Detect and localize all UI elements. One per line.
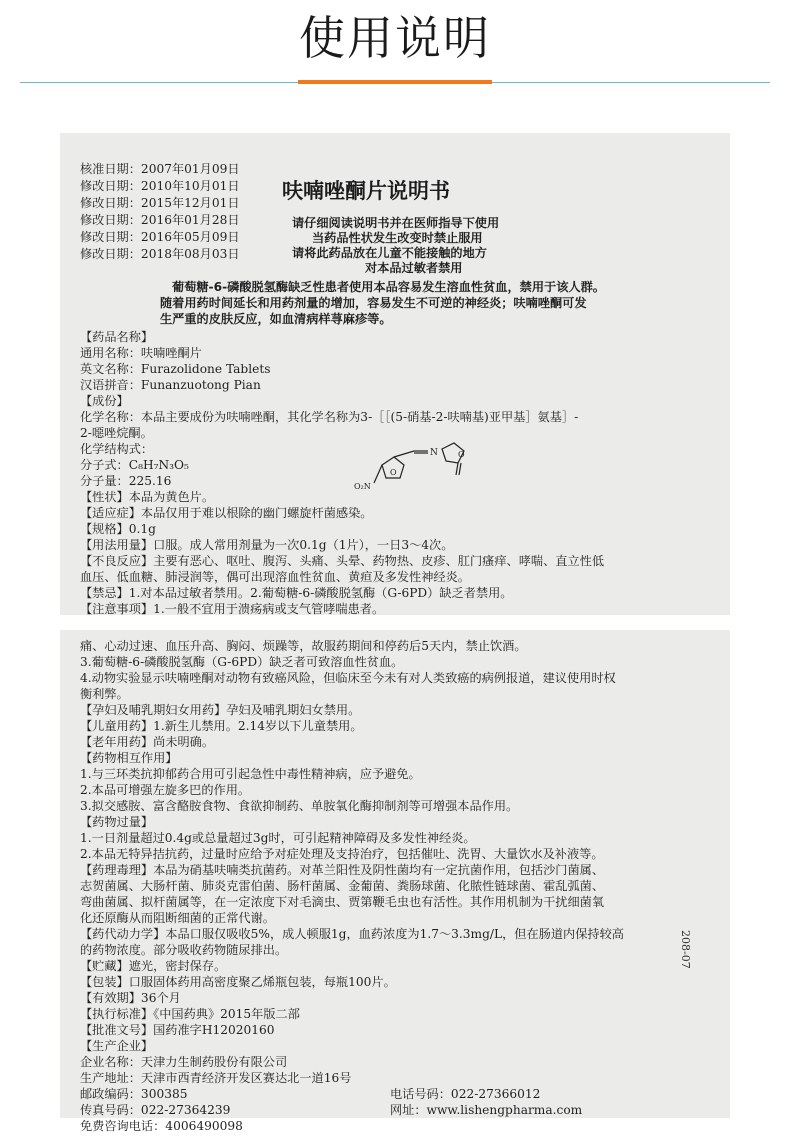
- text-line: 英文名称：Furazolidone Tablets: [80, 362, 271, 376]
- usage-notice: 当药品性状发生改变时禁止服用: [312, 231, 483, 245]
- chemical-structure-diagram: [352, 443, 492, 493]
- text-line: 3.葡萄糖-6-磷酸脱氢酶（G-6PD）缺乏者可致溶血性贫血。: [80, 655, 404, 669]
- text-line: 【批准文号】国药准字H12020160: [80, 1023, 275, 1037]
- molecular-formula: 分子式：C₈H₇N₃O₅: [80, 458, 189, 472]
- page-title: 使用说明: [299, 11, 491, 65]
- text-line: 通用名称：呋喃唑酮片: [80, 346, 202, 360]
- text-line: 【注意事项】1.一般不宜用于溃疡病或支气管哮喘患者。: [80, 602, 385, 616]
- usage-notice: 请仔细阅读说明书并在医师指导下使用: [292, 216, 500, 230]
- revision-date: 修改日期：2016年01月28日: [80, 213, 240, 227]
- text-line: 【适应症】本品仅用于难以根除的幽门螺旋杆菌感染。: [80, 506, 373, 520]
- company-name: 企业名称：天津力生制药股份有限公司: [80, 1055, 288, 1069]
- section-heading: 【生产企业】: [80, 1039, 154, 1053]
- text-line: 【孕妇及哺乳期妇女用药】孕妇及哺乳期妇女禁用。: [80, 703, 361, 717]
- text-line: 志贺菌属、大肠杆菌、肺炎克雷伯菌、肠杆菌属、金葡菌、粪肠球菌、化脓性链球菌、霍乱弧菌、: [80, 879, 605, 893]
- section-heading: 【药物相互作用】: [80, 751, 178, 765]
- text-line: 1.与三环类抗抑郁药合用可引起急性中毒性精神病，应予避免。: [80, 767, 421, 781]
- postal-code: 邮政编码：300385: [80, 1087, 188, 1101]
- warning-text: 生严重的皮肤反应，如血清病样荨麻疹等。: [160, 312, 392, 326]
- warning-text: 葡萄糖-6-磷酸脱氢酶缺乏性患者使用本品容易发生溶血性贫血，禁用于该人群。: [172, 280, 605, 294]
- text-line: 【规格】0.1g: [80, 522, 156, 536]
- text-line: 【执行标准】《中国药典》2015年版二部: [80, 1007, 300, 1021]
- leaflet-page-2: [60, 630, 730, 1133]
- print-code: 208-07: [679, 930, 692, 969]
- revision-date: 修改日期：2010年10月01日: [80, 179, 240, 193]
- company-address: 生产地址：天津市西青经济开发区赛达北一道16号: [80, 1071, 352, 1085]
- text-line: 4.动物实验显示呋喃唑酮对动物有致癌风险，但临床至今未有对人类致癌的病例报道，建议使用时权: [80, 671, 616, 685]
- section-heading: 【药物过量】: [80, 815, 154, 829]
- text-line: 3.拟交感胺、富含酪胺食物、食欲抑制药、单胺氧化酶抑制剂等可增强本品作用。: [80, 799, 519, 813]
- text-line: 化学结构式：: [80, 442, 154, 456]
- leaflet-page-1: [60, 133, 730, 615]
- text-line: 【儿童用药】1.新生儿禁用。2.14岁以下儿童禁用。: [80, 719, 363, 733]
- text-line: 【包装】口服固体药用高密度聚乙烯瓶包装，每瓶100片。: [80, 975, 396, 989]
- svg-text:N: N: [430, 448, 438, 458]
- revision-date: 修改日期：2016年05月09日: [80, 230, 240, 244]
- text-line: 化学名称：本品主要成份为呋喃唑酮，其化学名称为3-［［(5-硝基-2-呋喃基)亚甲基］氨基］-: [80, 410, 579, 424]
- warning-text: 随着用药时间延长和用药剂量的增加，容易发生不可逆的神经炎；呋喃唑酮可发: [160, 296, 587, 310]
- text-line: 【不良反应】主要有恶心、呕吐、腹泻、头痛、头晕、药物热、皮疹、肛门瘙痒、哮喘、直立性低: [80, 554, 605, 568]
- revision-date: 修改日期：2015年12月01日: [80, 196, 240, 210]
- usage-notice: 请将此药品放在儿童不能接触的地方: [292, 246, 487, 260]
- header-accent-bar: [298, 80, 492, 84]
- text-line: 【药理毒理】本品为硝基呋喃类抗菌药。对革兰阳性及阴性菌均有一定抗菌作用，包括沙门菌属、: [80, 863, 605, 877]
- text-line: 【有效期】36个月: [80, 991, 181, 1005]
- usage-notice: 对本品过敏者禁用: [365, 261, 463, 275]
- molecular-weight: 分子量：225.16: [80, 474, 172, 488]
- text-line: 的药物浓度。部分吸收药物随尿排出。: [80, 943, 288, 957]
- section-heading: 【药品名称】: [80, 330, 154, 344]
- text-line: 【禁忌】1.对本品过敏者禁用。2.葡萄糖-6-磷酸脱氢酶（G-6PD）缺乏者禁用。: [80, 586, 513, 600]
- text-line: 弯曲菌属、拟杆菌属等，在一定浓度下对毛滴虫、贾第鞭毛虫也有活性。其作用机制为干扰细菌氧: [80, 895, 605, 909]
- text-line: 衡利弊。: [80, 687, 129, 701]
- fax-number: 传真号码：022-27364239: [80, 1103, 231, 1117]
- text-line: 【老年用药】尚未明确。: [80, 735, 215, 749]
- text-line: 2.本品无特异拮抗药，过量时应给予对症处理及支持治疗，包括催吐、洗胃、大量饮水及补液等。: [80, 847, 604, 861]
- section-heading: 【成份】: [80, 394, 129, 408]
- svg-text:O: O: [458, 450, 465, 459]
- revision-date: 修改日期：2018年08月03日: [80, 247, 240, 261]
- hotline: 免费咨询电话：4006490098: [80, 1119, 243, 1133]
- leaflet-title: 呋喃唑酮片说明书: [282, 179, 450, 203]
- text-line: 【贮藏】遮光，密封保存。: [80, 959, 227, 973]
- text-line: 汉语拼音：Funanzuotong Pian: [80, 378, 261, 392]
- approval-date: 核准日期：2007年01月09日: [80, 162, 240, 176]
- text-line: 2-噁唑烷酮。: [80, 426, 153, 440]
- text-line: 1.一日剂量超过0.4g或总量超过3g时，可引起精神障碍及多发性神经炎。: [80, 831, 476, 845]
- text-line: 化还原酶从而阻断细菌的正常代谢。: [80, 911, 275, 925]
- text-line: 血压、低血糖、肺浸润等，偶可出现溶血性贫血、黄疸及多发性神经炎。: [80, 570, 470, 584]
- svg-text:O₂N: O₂N: [354, 482, 371, 491]
- text-line: 【性状】本品为黄色片。: [80, 490, 215, 504]
- text-line: 2.本品可增强左旋多巴的作用。: [80, 783, 251, 797]
- phone-number: 电话号码：022-27366012: [390, 1087, 541, 1101]
- svg-text:O: O: [390, 468, 397, 477]
- text-line: 【药代动力学】本品口服仅吸收5%，成人顿服1g，血药浓度为1.7～3.3mg/L，但在肠道内保持较高: [80, 927, 624, 941]
- text-line: 【用法用量】口服。成人常用剂量为一次0.1g（1片），一日3～4次。: [80, 538, 454, 552]
- website: 网址：www.lishengpharma.com: [390, 1103, 583, 1117]
- text-line: 痛、心动过速、血压升高、胸闷、烦躁等，故服药期间和停药后5天内，禁止饮酒。: [80, 639, 527, 653]
